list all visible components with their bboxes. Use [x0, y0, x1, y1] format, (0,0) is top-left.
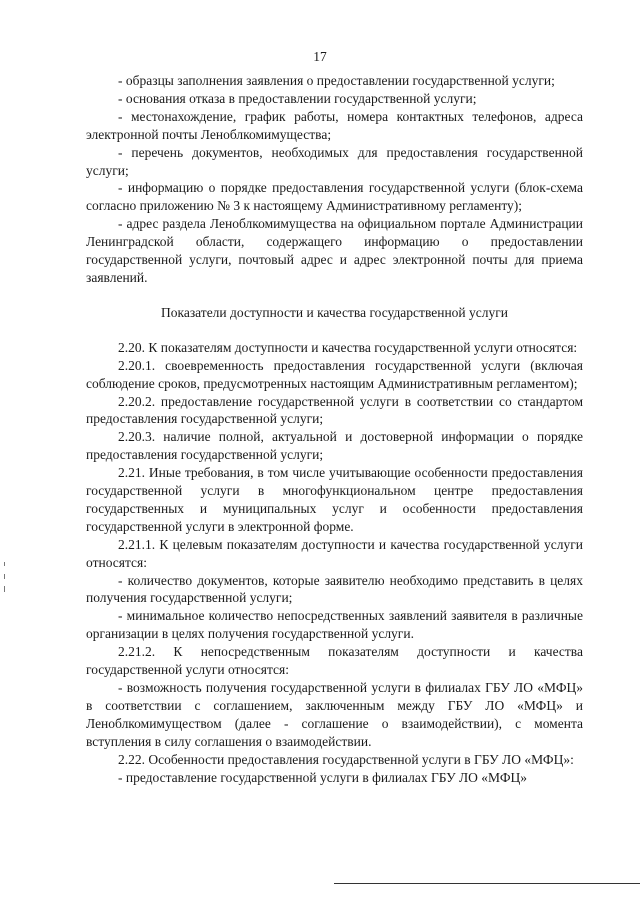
- scan-mark: [4, 574, 5, 579]
- scan-mark: [4, 586, 5, 592]
- scan-mark: [4, 562, 5, 566]
- paragraph: 2.22. Особенности предоставления государственной услуги в ГБУ ЛО «МФЦ»:: [118, 751, 574, 767]
- paragraph: - местонахождение, график работы, номера контактных телефонов, адреса электронной почты Леноблкомимущества;: [86, 108, 583, 142]
- paragraph: - возможность получения государственной услуги в филиалах ГБУ ЛО «МФЦ» в соответствии с соглашением, заключенным между ГБУ ЛО «МФЦ» и Леноблкомимуществом (далее - соглашение о взаимодействии), с момента вступления в силу соглашения о взаимодействии.: [86, 680, 583, 749]
- paragraph: - минимальное количество непосредственных заявлений заявителя в различные организации в целях получения государственной услуги.: [86, 608, 583, 642]
- paragraph: - количество документов, которые заявителю необходимо представить в целях получения государственной услуги;: [86, 572, 583, 606]
- paragraph: - информацию о порядке предоставления государственной услуги (блок-схема согласно приложению № 3 к настоящему Административному регламенту);: [86, 180, 583, 214]
- paragraph: - перечень документов, необходимых для предоставления государственной услуги;: [86, 144, 583, 178]
- paragraph: 2.21.1. К целевым показателям доступности и качества государственной услуги относятся:: [86, 536, 583, 570]
- page-number: 17: [313, 49, 327, 64]
- document-body: [86, 72, 583, 786]
- paragraph: - предоставление государственной услуги в филиалах ГБУ ЛО «МФЦ»: [118, 769, 528, 785]
- paragraph: 2.20. К показателям доступности и качества государственной услуги относятся:: [118, 339, 578, 355]
- paragraph: 2.20.2. предоставление государственной услуги в соответствии со стандартом предоставления государственной услуги;: [86, 393, 583, 427]
- paragraph: 2.20.1. своевременность предоставления государственной услуги (включая соблюдение сроков, предусмотренных настоящим Административным регламентом);: [86, 357, 583, 391]
- paragraph: - адрес раздела Леноблкомимущества на официальном портале Администрации Ленинградской области, содержащего информацию о предоставлении государственной услуги, почтовый адрес и адрес электронной почты для приема заявлений.: [86, 216, 583, 285]
- paragraph: - основания отказа в предоставлении государственной услуги;: [118, 90, 477, 106]
- paragraph: 2.21.2. К непосредственным показателям доступности и качества государственной услуги относятся:: [86, 644, 583, 678]
- paragraph: 2.20.3. наличие полной, актуальной и достоверной информации о порядке предоставления государственной услуги;: [86, 429, 583, 463]
- scan-edge-line: [334, 883, 640, 884]
- section-heading: Показатели доступности и качества государственной услуги: [160, 304, 509, 320]
- paragraph: 2.21. Иные требования, в том числе учитывающие особенности предоставления государственной услуги в многофункциональном центре предоставления государственных и муниципальных услуг и особенности предоставления государственной услуги в электронной форме.: [86, 465, 583, 534]
- paragraph: - образцы заполнения заявления о предоставлении государственной услуги;: [118, 73, 555, 88]
